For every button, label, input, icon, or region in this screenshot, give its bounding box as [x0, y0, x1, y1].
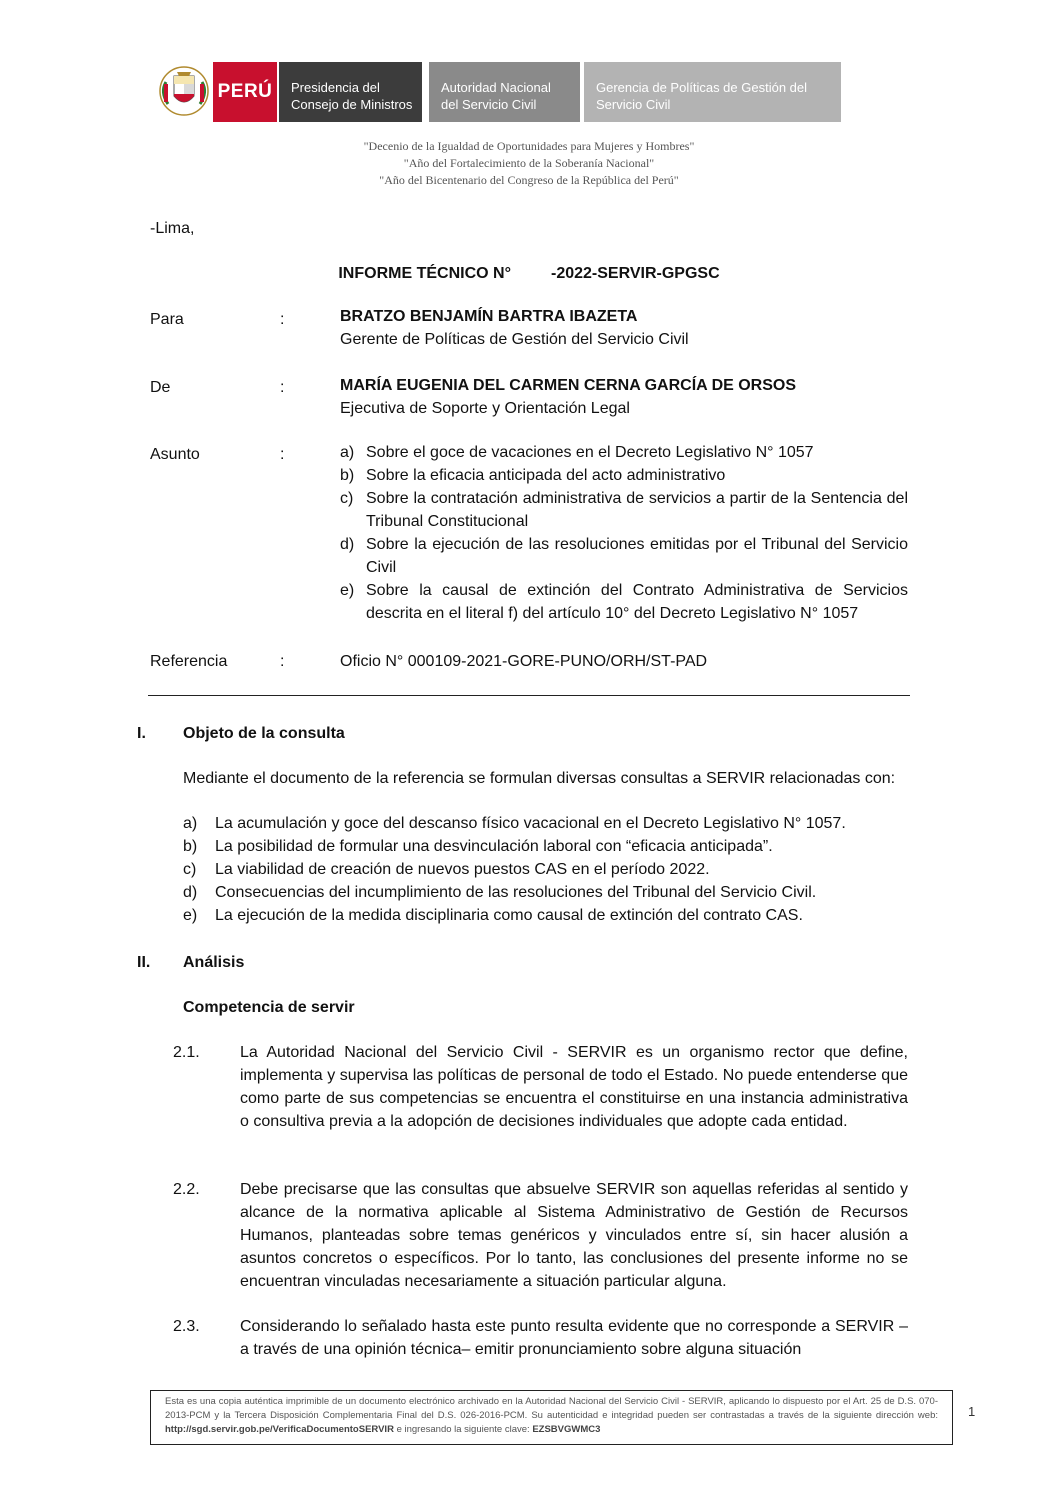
- para-name: BRATZO BENJAMÍN BARTRA IBAZETA: [340, 308, 638, 325]
- asunto-item: [340, 464, 908, 487]
- header-box-gerencia-line2: Servicio Civil: [596, 97, 671, 112]
- asunto-marker: c): [340, 490, 354, 507]
- consultation-text: La viabilidad de creación de nuevos puestos CAS en el período 2022.: [215, 861, 710, 878]
- consultation-marker: c): [183, 861, 197, 878]
- section-1-title: Objeto de la consulta: [183, 725, 345, 742]
- consultation-marker: d): [183, 884, 198, 901]
- motto-2: "Año del Fortalecimiento de la Soberanía Nacional": [403, 156, 655, 170]
- consultation-list: [183, 812, 908, 927]
- consultation-marker: e): [183, 907, 198, 924]
- report-title-suffix: -2022-SERVIR-GPGSC: [550, 265, 720, 282]
- asunto-text: Sobre la causal de extinción del Contrato Administrativa de Servicios descrita en el literal f) del artículo 10° del Decreto Legislativo N° 1057: [366, 582, 908, 622]
- footer-text: Esta es una copia auténtica imprimible de un documento electrónico archivado en la Autoridad Nacional del Servicio Civil - SERVIR, aplicando lo dispuesto por el Art. 25 de D.S. 070-2013-PCM y la Tercera Disposición Complementaria Final del D.S. 026-2016-PCM. Su autenticidad e integridad pueden ser contrastadas a través de la siguiente dirección web:: [165, 1396, 938, 1421]
- header-box-servir-line2: del Servicio Civil: [441, 97, 537, 112]
- paragraph-text: Considerando lo señalado hasta este punto resulta evidente que no corresponde a SERVIR –a través de una opinión técnica– emitir pronunciamiento sobre alguna situación: [240, 1318, 908, 1358]
- section-2-title: Análisis: [183, 954, 245, 971]
- header-box-pcm: [279, 62, 422, 122]
- consultation-marker: a): [183, 815, 198, 832]
- verification-url[interactable]: http://sgd.servir.gob.pe/VerificaDocumentoSERVIR: [165, 1424, 394, 1435]
- header-box-servir: [429, 62, 580, 122]
- referencia-colon: :: [280, 653, 285, 670]
- divider-line: [148, 695, 910, 696]
- consultation-text: La posibilidad de formular una desvinculación laboral con “eficacia anticipada”.: [215, 838, 773, 855]
- asunto-list: [340, 441, 908, 625]
- consultation-item: [183, 858, 908, 881]
- coat-of-arms-seal: [158, 62, 210, 120]
- header-box-pcm-line2: Consejo de Ministros: [291, 97, 413, 112]
- page-number: 1: [968, 1404, 976, 1419]
- asunto-text: Sobre la contratación administrativa de servicios a partir de la Sentencia del Tribunal Constitucional: [366, 490, 908, 530]
- de-role: Ejecutiva de Soporte y Orientación Legal: [340, 400, 630, 417]
- motto-1: "Decenio de la Igualdad de Oportunidades para Mujeres y Hombres": [363, 139, 695, 153]
- verification-key: EZSBVGWMC3: [532, 1424, 601, 1435]
- paragraph-text: La Autoridad Nacional del Servicio Civil - SERVIR es un organismo rector que define, implementa y supervisa las políticas de personal de todo el Estado. No puede entenderse que como parte de sus competencias se encuentra el constituirse en una instancia administrativa o consultiva previa a la adopción de decisiones individuales que adopte cada entidad.: [240, 1044, 908, 1130]
- section-2-number: II.: [137, 954, 151, 971]
- consultation-item: [183, 812, 908, 835]
- consultation-item: [183, 835, 908, 858]
- year-mottos: [0, 138, 1058, 189]
- referencia-value: Oficio N° 000109-2021-GORE-PUNO/ORH/ST-PAD: [340, 653, 708, 670]
- asunto-item: [340, 533, 908, 579]
- asunto-text: Sobre el goce de vacaciones en el Decreto Legislativo N° 1057: [366, 444, 814, 461]
- authenticity-footer: [150, 1390, 953, 1445]
- de-colon: :: [280, 379, 285, 396]
- consultation-text: La acumulación y goce del descanso físico vacacional en el Decreto Legislativo N° 1057.: [215, 815, 846, 832]
- asunto-text: Sobre la ejecución de las resoluciones emitidas por el Tribunal del Servicio Civil: [366, 536, 908, 576]
- asunto-text: Sobre la eficacia anticipada del acto administrativo: [366, 467, 726, 484]
- consultation-text: La ejecución de la medida disciplinaria como causal de extinción del contrato CAS.: [215, 907, 803, 924]
- para-label: Para: [150, 311, 184, 328]
- asunto-marker: a): [340, 444, 355, 461]
- de-name: MARÍA EUGENIA DEL CARMEN CERNA GARCÍA DE ORSOS: [340, 377, 797, 394]
- report-title: [0, 262, 1058, 285]
- asunto-label: Asunto: [150, 446, 200, 463]
- asunto-colon: :: [280, 446, 285, 463]
- referencia-label: Referencia: [150, 653, 228, 670]
- asunto-item: [340, 441, 908, 464]
- asunto-item: [340, 579, 908, 625]
- consultation-item: [183, 904, 908, 927]
- paragraph-number: 2.1.: [173, 1044, 200, 1061]
- asunto-marker: e): [340, 582, 355, 599]
- footer-key-text: e ingresando la siguiente clave:: [396, 1424, 530, 1435]
- place-date: -Lima,: [150, 220, 195, 237]
- section-1-number: I.: [137, 725, 146, 742]
- paragraph-number: 2.3.: [173, 1318, 200, 1335]
- asunto-marker: d): [340, 536, 355, 553]
- section-1-intro: Mediante el documento de la referencia se formulan diversas consultas a SERVIR relacionadas con:: [183, 770, 896, 787]
- section-2-subtitle: Competencia de servir: [183, 999, 355, 1016]
- consultation-marker: b): [183, 838, 198, 855]
- motto-3: "Año del Bicentenario del Congreso de la República del Perú": [379, 173, 679, 187]
- de-label: De: [150, 379, 171, 396]
- header-box-gerencia-line1: Gerencia de Políticas de Gestión del: [596, 80, 808, 95]
- para-role: Gerente de Políticas de Gestión del Servicio Civil: [340, 331, 689, 348]
- para-colon: :: [280, 311, 285, 328]
- consultation-text: Consecuencias del incumplimiento de las resoluciones del Tribunal del Servicio Civil.: [215, 884, 817, 901]
- peru-brand-label: PERÚ: [213, 62, 277, 122]
- header-box-pcm-line1: Presidencia del: [291, 80, 380, 95]
- report-title-prefix: INFORME TÉCNICO N°: [338, 265, 511, 282]
- header-box-gerencia: [584, 62, 841, 122]
- consultation-item: [183, 881, 908, 904]
- paragraph-text: Debe precisarse que las consultas que absuelve SERVIR son aquellas referidas al sentido y alcance de la normativa aplicable al Sistema Administrativo de Gestión de Recursos Humanos, planteadas sobre temas genéricos y vinculados entre sí, sin hacer alusión a asuntos concretos o específicos. Por lo tanto, las conclusiones del presente informe no se encuentran vinculadas necesariamente a situación particular alguna.: [240, 1181, 908, 1290]
- header-box-servir-line1: Autoridad Nacional: [441, 80, 551, 95]
- asunto-marker: b): [340, 467, 355, 484]
- paragraph-number: 2.2.: [173, 1181, 200, 1198]
- asunto-item: [340, 487, 908, 533]
